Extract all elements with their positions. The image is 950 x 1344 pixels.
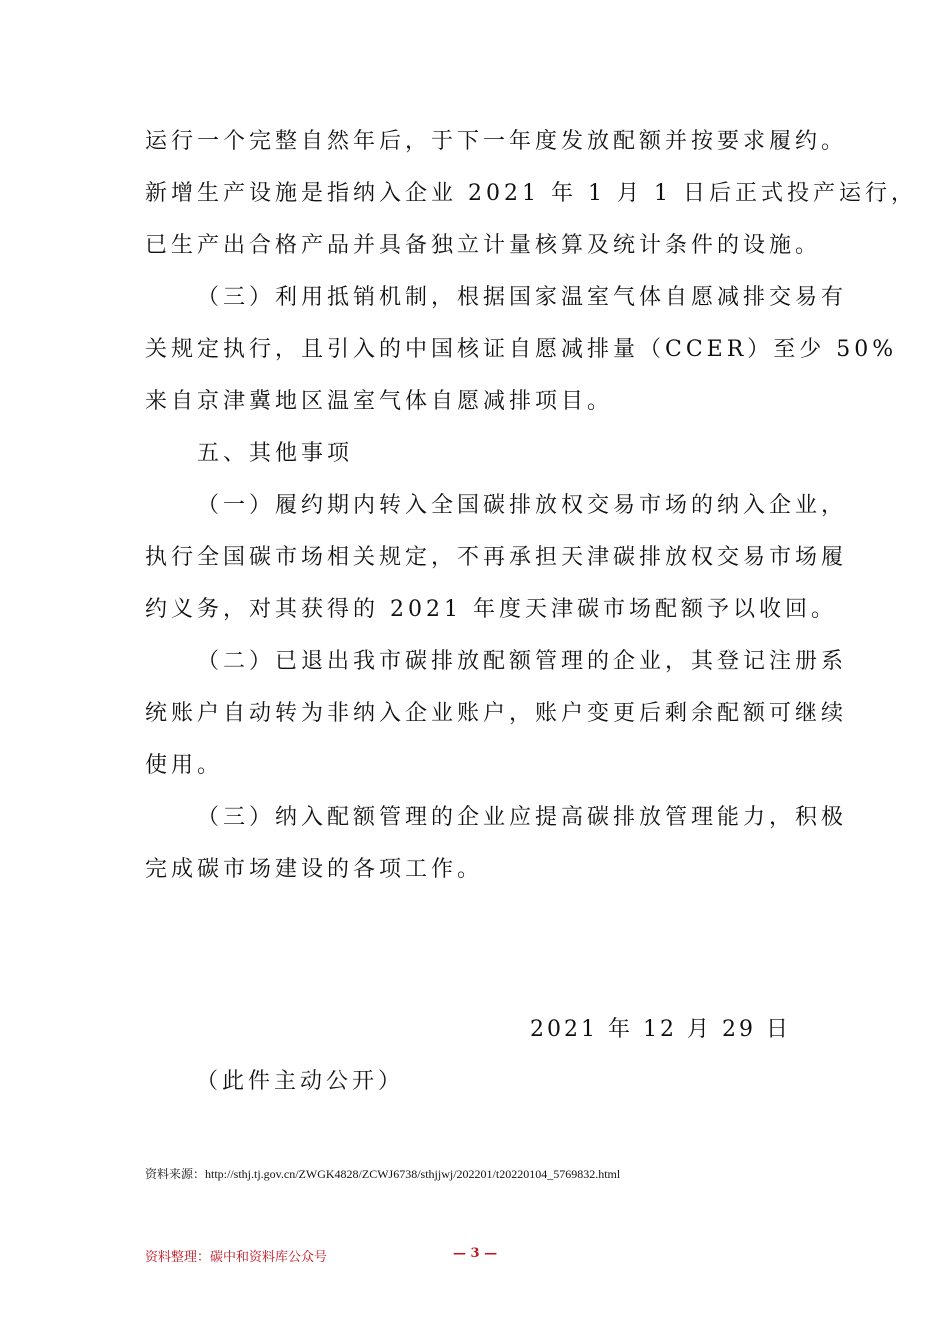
page-number: — 3 — [453, 1246, 498, 1261]
text-line: 统账户自动转为非纳入企业账户，账户变更后剩余配额可继续 [145, 701, 848, 726]
paragraph-national-market [145, 480, 848, 636]
text-line: （二）已退出我市碳排放配额管理的企业，其登记注册系 [197, 649, 848, 674]
text-line: （三）利用抵销机制，根据国家温室气体自愿减排交易有 [197, 285, 848, 310]
text-line: （一）履约期内转入全国碳排放权交易市场的纳入企业， [197, 493, 848, 518]
paragraph-exited-enterprises [145, 636, 848, 792]
source-link[interactable]: 资料来源：http://sthj.tj.gov.cn/ZWGK4828/ZCWJ6738/sthjjwj/202201/t20220104_5769832.html [145, 1167, 621, 1181]
heading-text: 五、其他事项 [197, 441, 354, 466]
text-line: 已生产出合格产品并具备独立计量核算及统计条件的设施。 [145, 233, 822, 258]
paragraph-continuation [145, 116, 917, 272]
text-line: 使用。 [145, 753, 224, 778]
text-line: 关规定执行，且引入的中国核证自愿减排量（CCER）至少 50% [145, 337, 898, 362]
document-date: 2021 年 12 月 29 日 [530, 1017, 791, 1042]
text-line: 执行全国碳市场相关规定，不再承担天津碳排放权交易市场履 [145, 545, 848, 570]
text-line: 完成碳市场建设的各项工作。 [145, 857, 484, 882]
paragraph-offset-mechanism [145, 272, 898, 428]
text-line: 运行一个完整自然年后，于下一年度发放配额并按要求履约。 [145, 129, 848, 154]
section-heading-other-matters [145, 428, 810, 480]
text-line: 来自京津冀地区温室气体自愿减排项目。 [145, 389, 614, 414]
text-line: 约义务，对其获得的 2021 年度天津碳市场配额予以收回。 [145, 597, 837, 622]
paragraph-management-capability [145, 792, 848, 896]
public-note: （此件主动公开） [196, 1069, 405, 1094]
text-line: （三）纳入配额管理的企业应提高碳排放管理能力，积极 [197, 805, 848, 830]
footer-credit: 资料整理：碳中和资料库公众号 [145, 1250, 328, 1265]
text-line: 新增生产设施是指纳入企业 2021 年 1 月 1 日后正式投产运行， [145, 181, 917, 206]
